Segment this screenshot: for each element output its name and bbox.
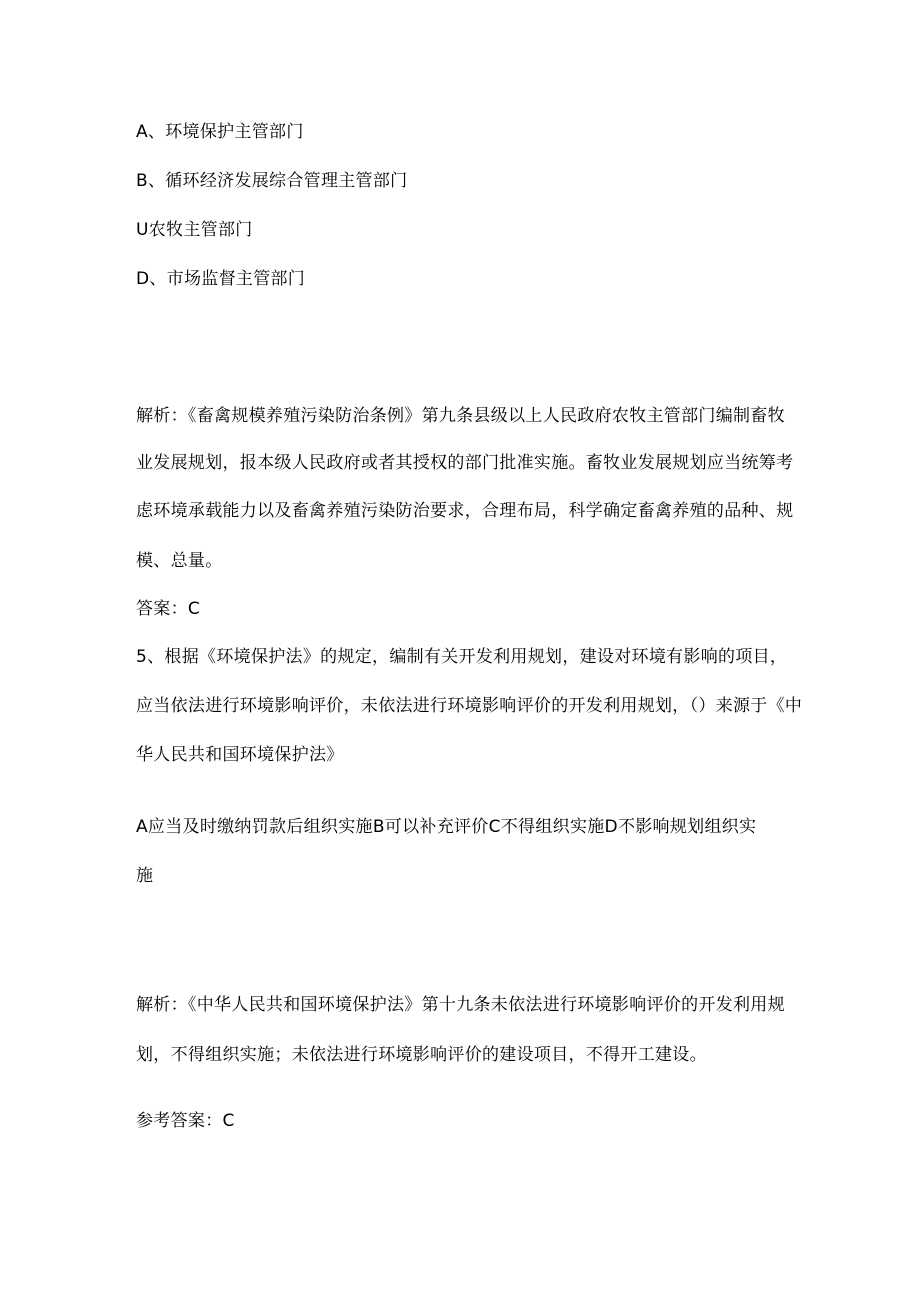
analysis-q5-line-1: 解析：《中华人民共和国环境保护法》第十九条未依法进行环境影响评价的开发利用规 [136, 995, 785, 1015]
answer-q5: 参考答案：C [136, 1111, 235, 1131]
question-5-line-2: 应当依法进行环境影响评价，未依法进行环境影响评价的开发利用规划，（）来源于《中 [136, 696, 803, 716]
option-d-q4: D、市场监督主管部门 [136, 269, 306, 289]
option-a-q4: A、环境保护主管部门 [136, 122, 304, 142]
analysis-q4-line-3: 虑环境承载能力以及畜禽养殖污染防治要求，合理布局，科学确定畜禽养殖的品种、规 [136, 501, 794, 521]
answer-q4: 答案：C [136, 599, 201, 619]
options-q5-line-1: A应当及时缴纳罚款后组织实施B可以补充评价C不得组织实施D不影响规划组织实 [136, 817, 757, 837]
analysis-q4-line-2: 业发展规划，报本级人民政府或者其授权的部门批准实施。畜牧业发展规划应当统筹考 [136, 453, 794, 473]
option-b-q4: B、循环经济发展综合管理主管部门 [136, 171, 408, 191]
question-5-line-1: 5、根据《环境保护法》的规定，编制有关开发利用规划，建设对环境有影响的项目， [136, 647, 788, 667]
option-c-q4: U农牧主管部门 [136, 220, 253, 240]
analysis-q5-line-2: 划，不得组织实施；未依法进行环境影响评价的建设项目，不得开工建设。 [136, 1045, 707, 1065]
analysis-q4-line-1: 解析：《畜禽规模养殖污染防治条例》第九条县级以上人民政府农牧主管部门编制畜牧 [136, 406, 785, 426]
options-q5-line-2: 施 [136, 866, 154, 886]
question-5-line-3: 华人民共和国环境保护法》 [136, 745, 344, 765]
analysis-q4-line-4: 模、总量。 [136, 551, 223, 571]
